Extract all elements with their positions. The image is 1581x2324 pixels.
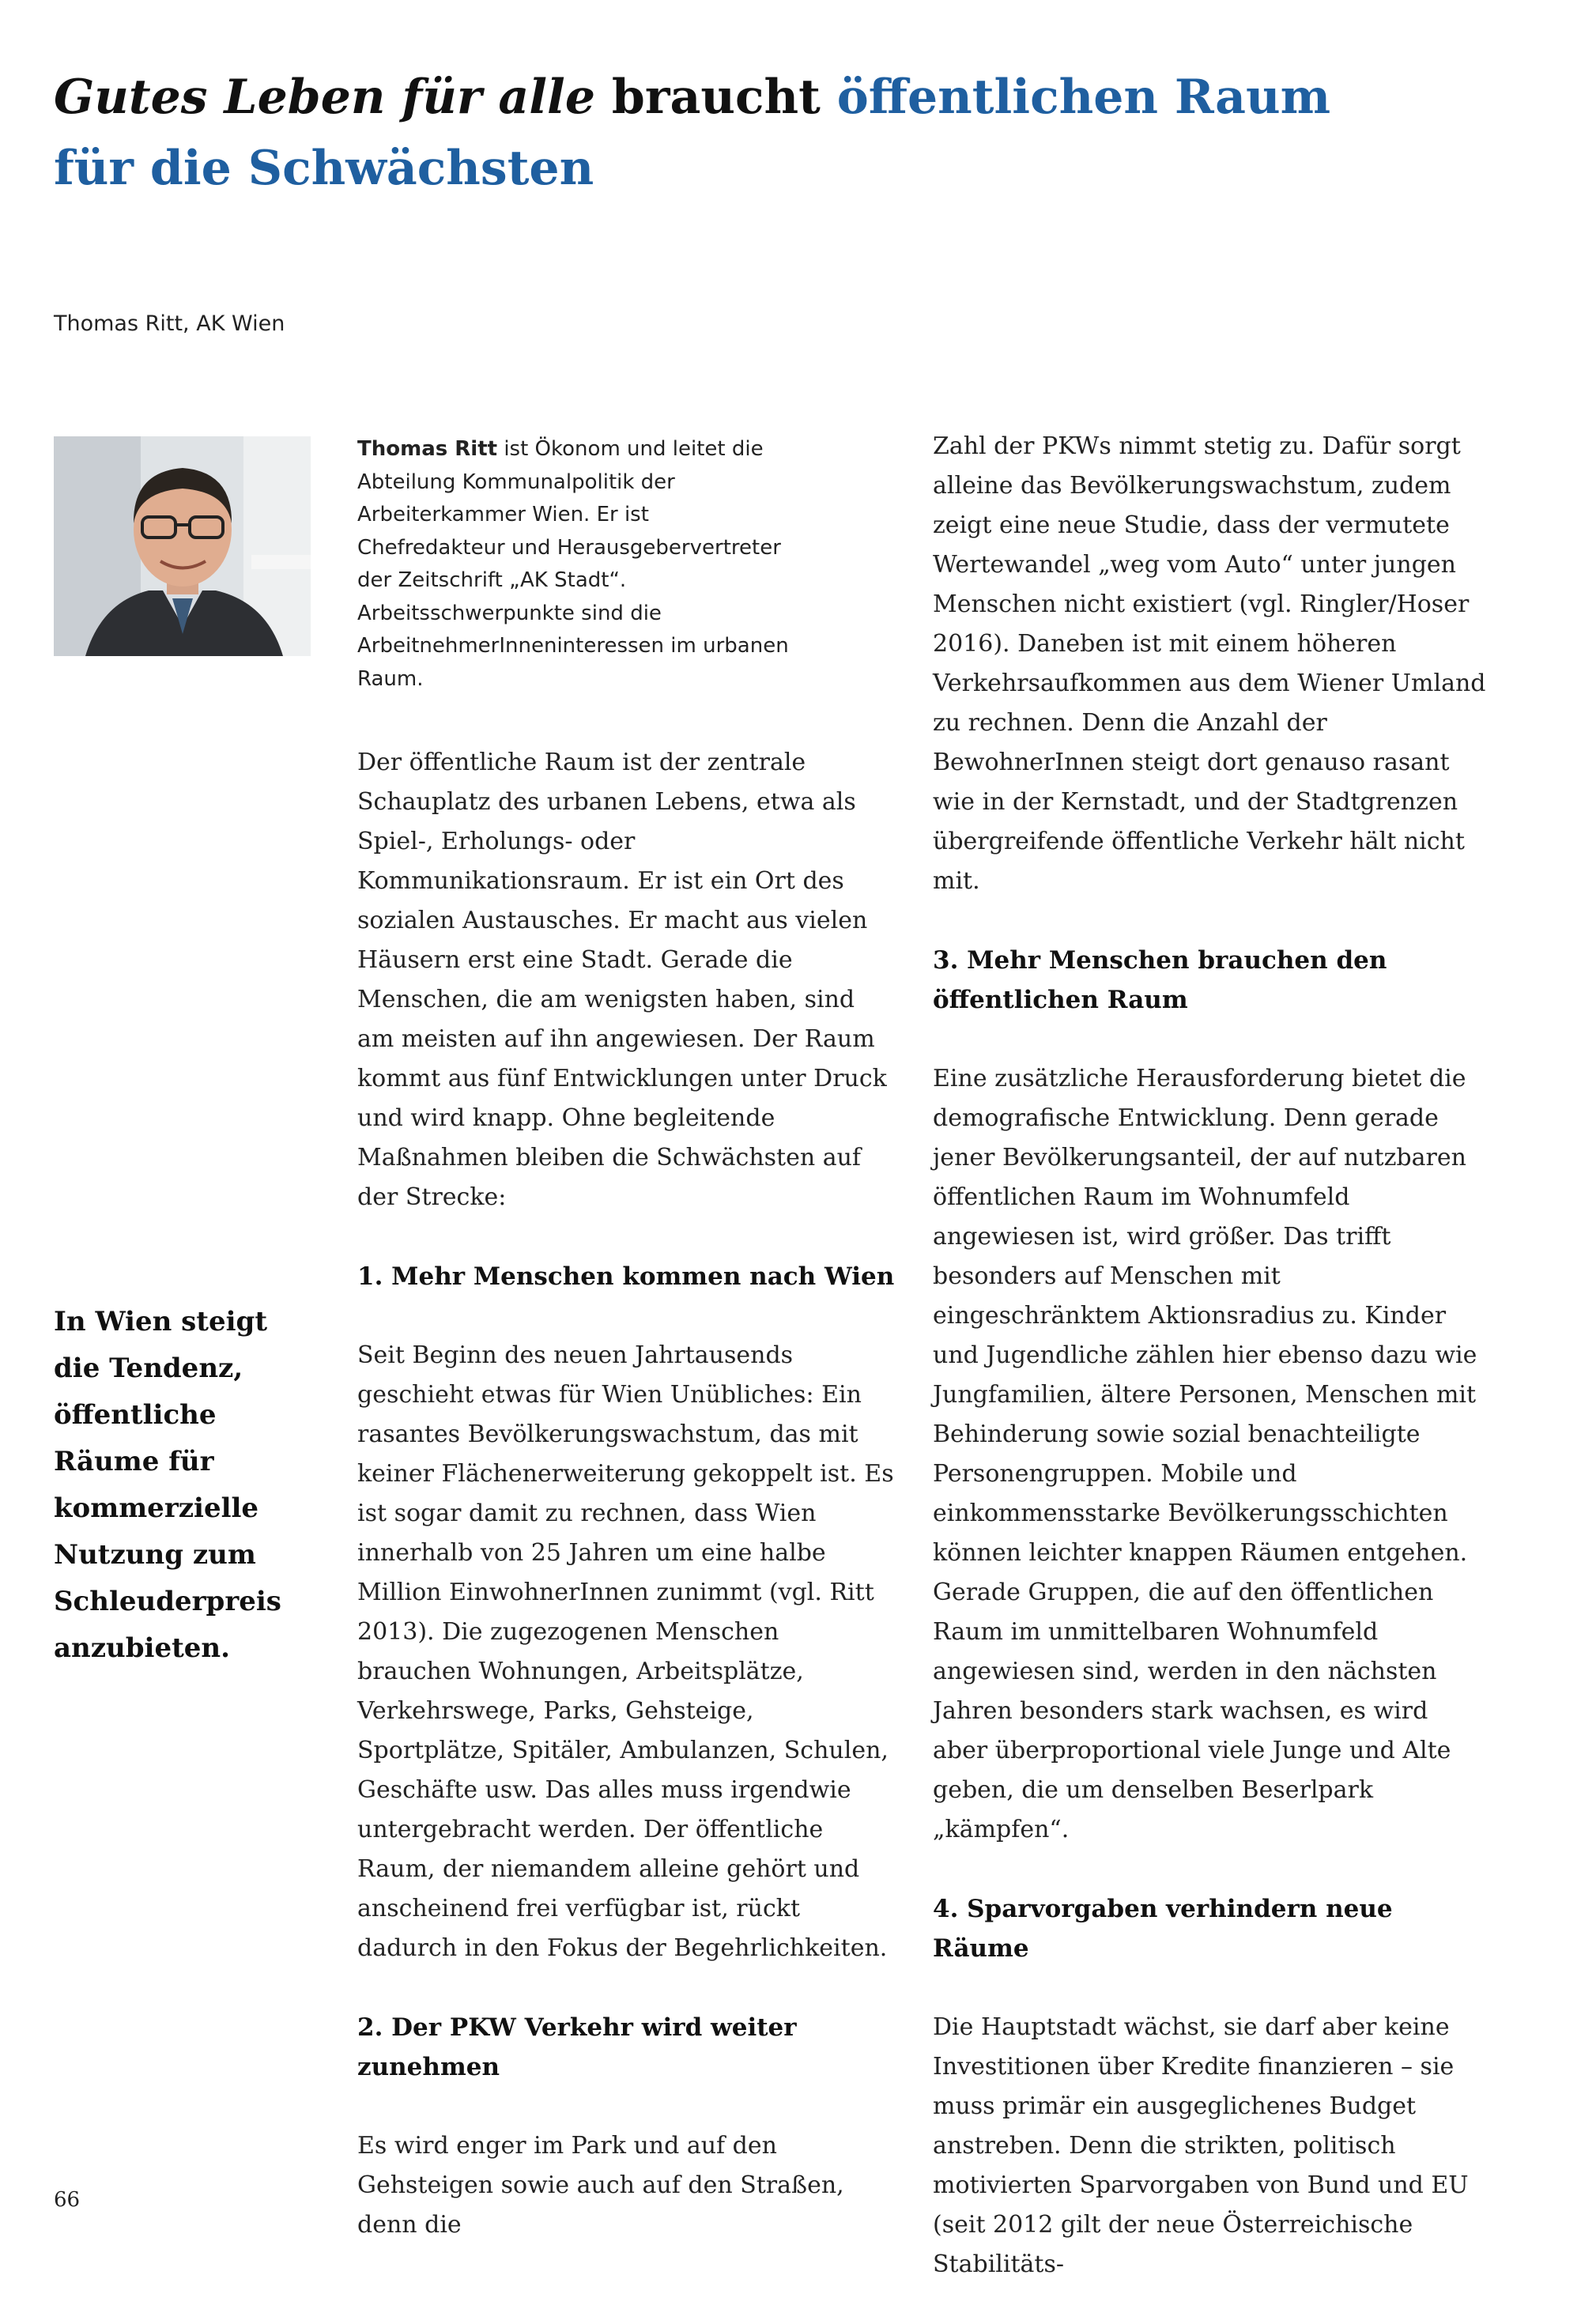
page-title	[54, 62, 1524, 204]
portrait-image	[54, 436, 311, 656]
section-paragraph-1: Seit Beginn des neuen Jahrtausends geschieht etwas für Wien Unübliches: Ein rasantes Bevölkerungswachstum, das mit keiner Flächenerweiterung gekoppelt ist. Es ist sogar damit zu rechnen, dass Wien innerhalb von 25 Jahren um eine halbe Million EinwohnerInnen zunimmt (vgl. Ritt 2013). Die zugezogenen Menschen brauchen Wohnungen, Arbeitsplätze, Verkehrswege, Parks, Gehsteige, Sportplätze, Spitäler, Ambulanzen, Schulen, Geschäfte usw. Das alles muss irgendwie untergebracht werden. Der öffentliche Raum, der niemandem alleine gehört und anscheinend frei verfügbar ist, rückt dadurch in den Fokus der Begehrlichkeiten.	[357, 1341, 894, 1962]
section-heading-1: 1. Mehr Menschen kommen nach Wien	[357, 1262, 895, 1291]
section-paragraph-3: Eine zusätzliche Herausforderung bietet die demografische Entwicklung. Denn gerade jener Bevölkerungsanteil, der auf nutzbaren öffentlichen Raum im Wohnumfeld angewiesen ist, wird größer. Das trifft besonders auf Menschen mit eingeschränktem Aktionsradius zu. Kinder und Jugendliche zählen hier ebenso dazu wie Jungfamilien, ältere Personen, Menschen mit Behinderung sowie sozial benachteiligte Personengruppen. Mobile und einkommensstarke Bevölkerungsschichten können leichter knappen Räumen entgehen. Gerade Gruppen, die auf den öffentlichen Raum im unmittelbaren Wohnumfeld angewiesen sind, werden in den nächsten Jahren besonders stark wachsen, es wird aber überproportional viele Junge und Alte geben, die um denselben Beserlpark „kämpfen“.	[933, 1065, 1477, 1843]
intro-paragraph: Der öffentliche Raum ist der zentrale Schauplatz des urbanen Lebens, etwa als Spiel-, Erholungs- oder Kommunikationsraum. Er ist ein Ort des sozialen Austausches. Er macht aus vielen Häusern erst eine Stadt. Gerade die Menschen, die am wenigsten haben, sind am meisten auf ihn angewiesen. Der Raum kommt aus fünf Entwicklungen unter Druck und wird knapp. Ohne begleitende Maßnahmen bleiben die Schwächsten auf der Strecke:	[357, 749, 887, 1211]
continued-paragraph: Zahl der PKWs nimmt stetig zu. Dafür sorgt alleine das Bevölkerungswachstum, zudem zeigt eine neue Studie, dass der vermutete Wertewandel „weg vom Auto“ unter jungen Menschen nicht existiert (vgl. Ringler/Hoser 2016). Daneben ist mit einem höheren Verkehrsaufkommen aus dem Wiener Umland zu rechnen. Denn die Anzahl der BewohnerInnen steigt dort genauso rasant wie in der Kernstadt, und der Stadtgrenzen übergreifende öffentliche Verkehr hält nicht mit.	[933, 432, 1486, 895]
title-regular: braucht	[611, 70, 821, 125]
section-heading-4: 4. Sparvorgaben verhindern neue Räume	[933, 1895, 1393, 1963]
section-heading-2: 2. Der PKW Verkehr wird weiter zunehmen	[357, 2013, 797, 2081]
title-highlight-line2: für die Schwächsten	[54, 141, 594, 196]
bio-name: Thomas Ritt	[357, 437, 498, 461]
bio-text: ist Ökonom und leitet die Abteilung Kommunalpolitik der Arbeiterkammer Wien. Er ist Chefredakteur und Herausgebervertreter der Zeitschrift „AK Stadt“. Arbeitsschwerpunkte sind die ArbeitnehmerInneninteressen im urbanen Raum.	[357, 437, 789, 691]
section-paragraph-4: Die Hauptstadt wächst, sie darf aber keine Investitionen über Kredite finanzieren – sie muss primär ein ausgeglichenes Budget anstreben. Denn die strikten, politisch motivierten Sparvorgaben von Bund und EU (seit 2012 gilt der neue Österreichische Stabilitäts-	[933, 2013, 1469, 2278]
text-column-2	[933, 427, 1486, 2324]
page-number: 66	[54, 2188, 81, 2212]
author-bio	[357, 433, 800, 696]
section-paragraph-2: Es wird enger im Park und auf den Gehsteigen sowie auch auf den Straßen, denn die	[357, 2132, 844, 2239]
author-line: Thomas Ritt, AK Wien	[54, 311, 285, 336]
section-heading-3: 3. Mehr Menschen brauchen den öffentlichen Raum	[933, 946, 1387, 1014]
pull-quote: In Wien steigt die Tendenz, öffentliche Räume für kommerzielle Nutzung zum Schleuderpreis anzubieten.	[54, 1306, 281, 1664]
title-italic: Gutes Leben für alle	[54, 70, 595, 125]
title-highlight: öffentlichen Raum	[836, 70, 1331, 125]
author-photo	[54, 436, 311, 656]
text-column-1	[357, 743, 895, 2284]
